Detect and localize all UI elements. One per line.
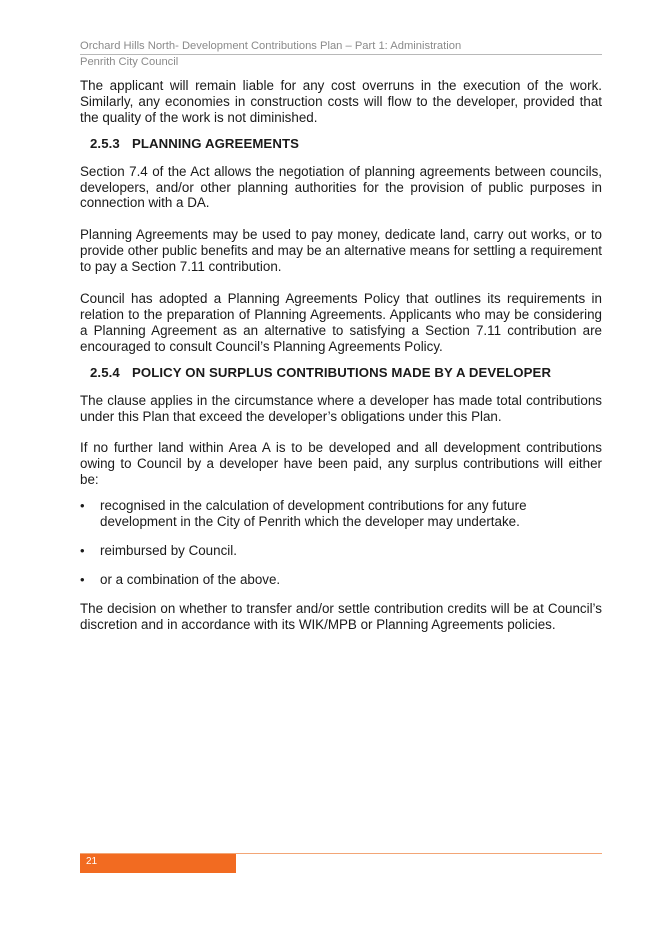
document-body [80,78,602,649]
list-item-text: or a combination of the above. [100,571,281,587]
paragraph: The clause applies in the circumstance where a developer has made total contributions under this Plan that exceed the developer’s obligations under this Plan. [80,392,602,424]
paragraph: Planning Agreements may be used to pay money, dedicate land, carry out works, or to provide other public benefits and may be an alternative means for settling a requirement to pay a Section 7.11 contribution. [80,227,602,275]
page-header [80,39,602,69]
list-item [80,543,602,559]
paragraph: Council has adopted a Planning Agreements Policy that outlines its requirements in relation to the preparation of Planning Agreements. Applicants who may be considering a Planning Agreement as an alternative to satisfying a Section 7.11 contribution are encouraged to consult Council’s Planning Agreements Policy. [80,291,602,354]
section-title: PLANNING AGREEMENTS [132,135,299,151]
document-title: Orchard Hills North- Development Contributions Plan – Part 1: Administration [80,39,602,55]
section-heading-2-5-3 [90,136,602,152]
section-heading-2-5-4 [90,365,602,381]
page-number-box [80,854,236,873]
section-title: POLICY ON SURPLUS CONTRIBUTIONS MADE BY A DEVELOPER [132,364,552,380]
list-item-text: reimbursed by Council. [100,542,237,558]
section-number: 2.5.3 [90,135,120,151]
list-item [80,572,602,588]
intro-paragraph: The applicant will remain liable for any cost overruns in the execution of the work. Similarly, any economies in construction costs will flow to the developer, provided that the quality of the work is not diminished. [80,78,602,125]
section-number: 2.5.4 [90,364,120,380]
paragraph: The decision on whether to transfer and/or settle contribution credits will be at Council’s discretion and in accordance with its WIK/MPB or Planning Agreements policies. [80,600,602,632]
organisation-name: Penrith City Council [80,56,179,68]
paragraph: Section 7.4 of the Act allows the negotiation of planning agreements between councils, developers, and/or other planning authorities for the provision of public purposes in connection with a DA. [80,163,602,211]
bullet-icon: • [80,498,85,514]
list-item [80,498,602,530]
bullet-icon: • [80,542,85,558]
list-item-text: recognised in the calculation of development contributions for any future development in the City of Penrith which the developer may undertake. [100,498,527,530]
page-number: 21 [86,856,98,867]
bullet-list [80,498,602,588]
bullet-icon: • [80,571,85,587]
paragraph: If no further land within Area A is to be developed and all development contributions owing to Council by a developer have been paid, any surplus contributions will either be: [80,440,602,488]
